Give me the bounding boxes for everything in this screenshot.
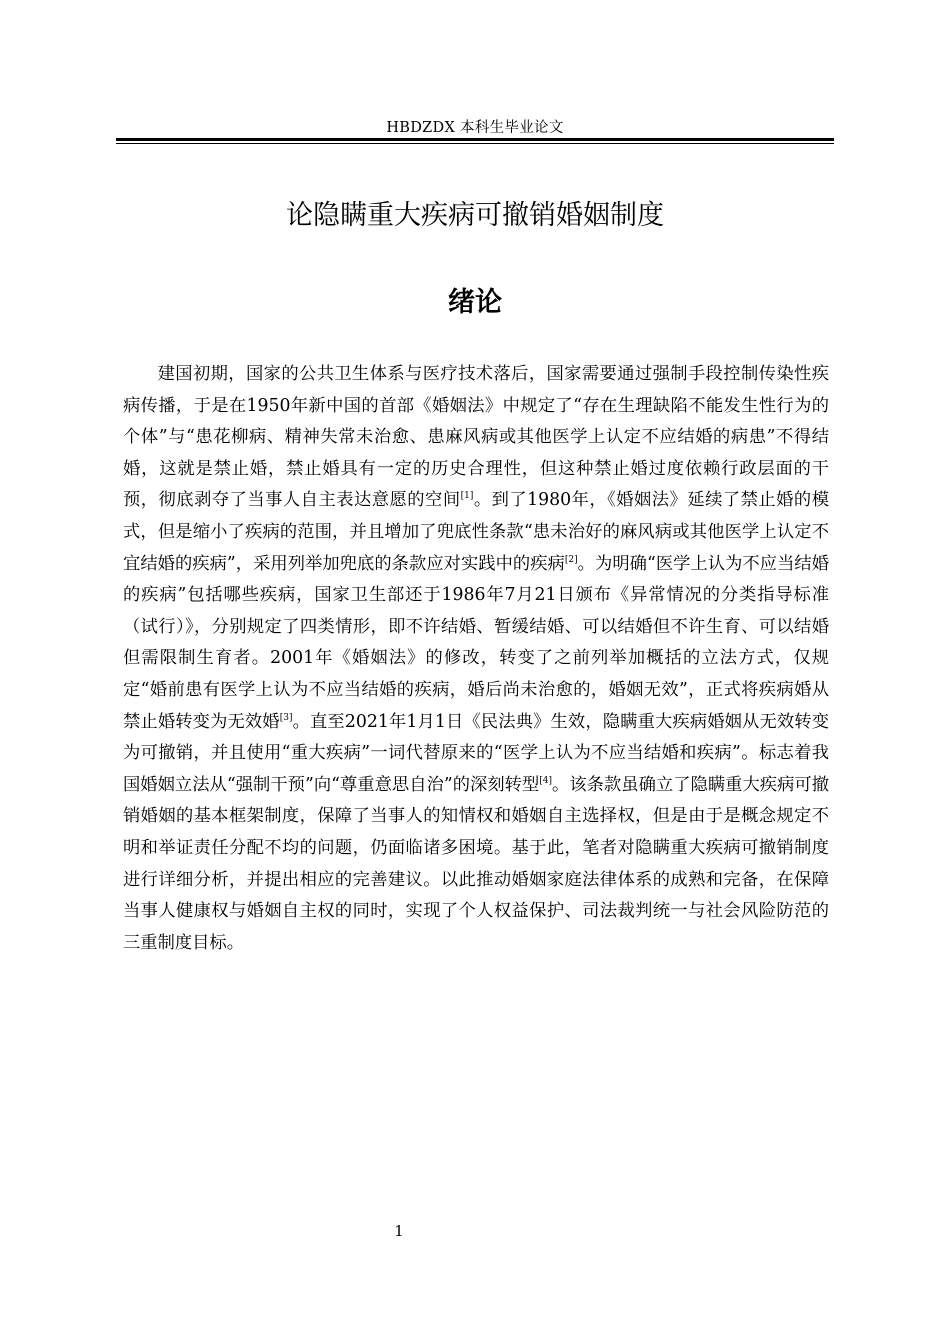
body-paragraph xyxy=(123,359,829,959)
header-rule-thin xyxy=(116,143,834,144)
citation-ref-4: [4] xyxy=(539,775,553,786)
header-rule-thick xyxy=(116,138,834,141)
paragraph-text-part-4: 。直至2021年1月1日《民法典》生效，隐瞒重大疾病婚姻从无效转变为可撤销，并且使用“重大疾病”一词代替原来的“医学上认为不应当结婚和疾病”。标志着我国婚姻立法从“强制干预”向“尊重意思自治”的深刻转型 xyxy=(123,711,829,795)
paragraph-text-part-2: 。到了1980年，《婚姻法》延续了禁止婚的模式，但是缩小了疾病的范围，并且增加了兜底性条款“患未治好的麻风病或其他医学上认定不宜结婚的疾病”，采用列举加兜底的条款应对实践中的疾病 xyxy=(123,490,829,574)
document-title: 论隐瞒重大疾病可撤销婚姻制度 xyxy=(286,200,664,231)
paragraph-text-part-1: 建国初期，国家的公共卫生体系与医疗技术落后，国家需要通过强制手段控制传染性疾病传播，于是在1950年新中国的首部《婚姻法》中规定了“存在生理缺陷不能发生性行为的个体”与“患花柳病、精神失常未治愈、患麻风病或其他医学上认定不应结婚的病患”不得结婚，这就是禁止婚，禁止婚具有一定的历史合理性，但这种禁止婚过度依赖行政层面的干预，彻底剥夺了当事人自主表达意愿的空间 xyxy=(123,364,829,511)
section-heading: 绪论 xyxy=(448,287,502,318)
citation-ref-3: [3] xyxy=(279,712,293,723)
paragraph-text-part-5: 。该条款虽确立了隐瞒重大疾病可撤销婚姻的基本框架制度，保障了当事人的知情权和婚姻自主选择权，但是由于是概念规定不明和举证责任分配不均的问题，仍面临诸多困境。基于此，笔者对隐瞒重大疾病可撤销制度进行详细分析，并提出相应的完善建议。以此推动婚姻家庭法律体系的成熟和完备，在保障当事人健康权与婚姻自主权的同时，实现了个人权益保护、司法裁判统一与社会风险防范的三重制度目标。 xyxy=(123,774,829,953)
citation-ref-2: [2] xyxy=(564,554,578,565)
page-number: 1 xyxy=(394,1222,404,1240)
header-text: HBDZDX 本科生毕业论文 xyxy=(386,120,564,136)
citation-ref-1: [1] xyxy=(460,491,474,502)
paragraph-text-part-3: 。为明确“医学上认为不应当结婚的疾病”包括哪些疾病，国家卫生部还于1986年7月21日颁布《异常情况的分类指导标准（试行）》，分别规定了四类情形，即不许结婚、暂缓结婚、可以结婚但不许生育、可以结婚但需限制生育者。2001年《婚姻法》的修改，转变了之前列举加概括的立法方式，仅规定“婚前患有医学上认为不应当结婚的疾病，婚后尚未治愈的，婚姻无效”，正式将疾病婚从禁止婚转变为无效婚 xyxy=(123,553,829,732)
